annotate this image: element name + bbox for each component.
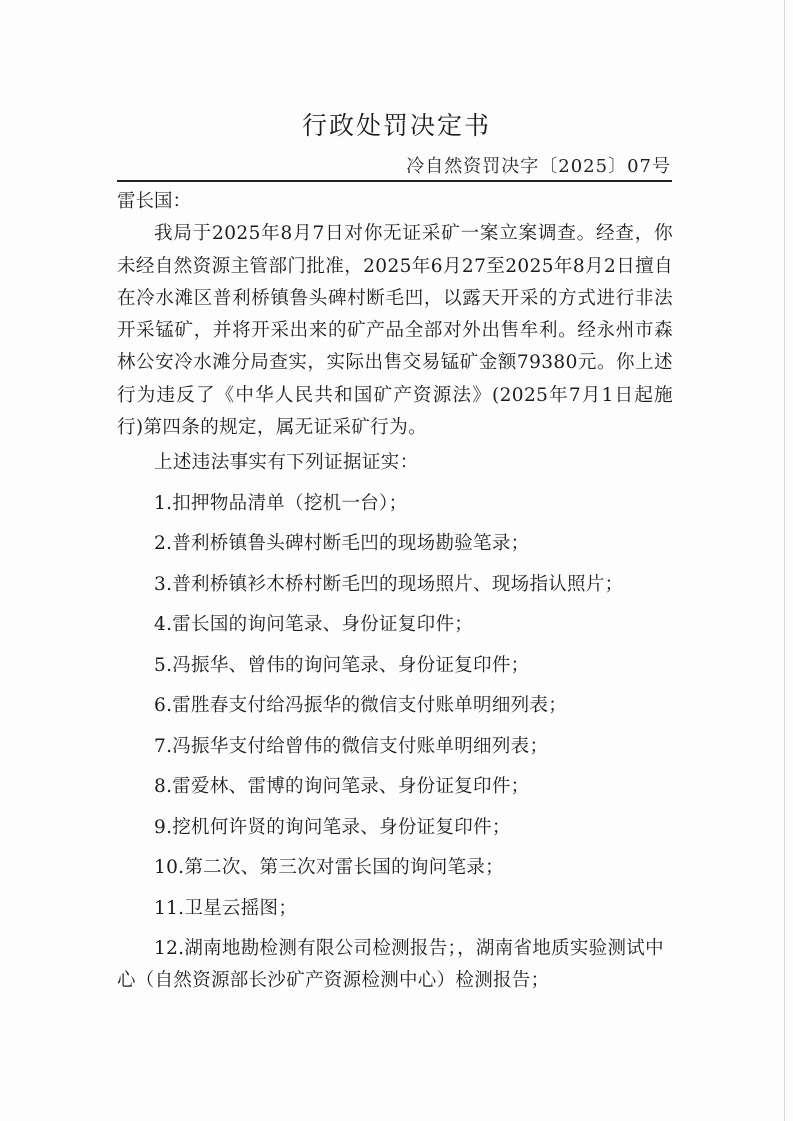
evidence-item: 11.卫星云摇图； [154, 897, 298, 919]
evidence-item: 3.普利桥镇衫木桥村断毛凹的现场照片、现场指认照片； [154, 573, 624, 595]
header-rule [117, 180, 672, 182]
addressee: 雷长国： [117, 191, 192, 212]
evidence-list [117, 488, 673, 998]
document-title: 行政处罚决定书 [301, 111, 491, 140]
evidence-item: 9.挖机何许贤的询问笔录、身份证复印件； [154, 816, 511, 838]
facts-paragraph: 我局于2025年8月7日对你无证采矿一案立案调查。经查，你未经自然资源主管部门批准，2025年6月27至2025年8月2日擅自在冷水滩区普利桥镇鲁头碑村断毛凹，以露天开采的方式进行非法开采锰矿，并将开采出来的矿产品全部对外出售牟利。经永州市森林公安冷水滩分局查实，实际出售交易锰矿金额79380元。你上述行为违反了《中华人民共和国矿产资源法》(2025年7月1日起施行)第四条的规定，属无证采矿行为。 [117, 223, 673, 439]
evidence-item: 10.第二次、第三次对雷长国的询问笔录； [154, 857, 504, 879]
document-body [117, 186, 673, 998]
evidence-item: 2.普利桥镇鲁头碑村断毛凹的现场勘验笔录； [154, 533, 530, 555]
evidence-item: 7.冯振华支付给曾伟的微信支付账单明细列表； [154, 735, 549, 757]
evidence-item: 5.冯振华、曾伟的询问笔录、身份证复印件； [154, 654, 530, 676]
evidence-item: 6.雷胜春支付给冯振华的微信支付账单明细列表； [154, 695, 568, 717]
page-edge-line [784, 0, 785, 1121]
evidence-intro: 上述违法事实有下列证据证实： [154, 452, 419, 474]
document-number: 冷自然资罚决字〔2025〕07号 [406, 156, 671, 177]
evidence-item: 1.扣押物品清单（挖机一台）； [154, 492, 408, 514]
evidence-item: 8.雷爱林、雷博的询问笔录、身份证复印件； [154, 776, 530, 798]
evidence-item: 12.湖南地勘检测有限公司检测报告；，湖南省地质实验测试中心（自然资源部长沙矿产资源检测中心）检测报告； [117, 938, 664, 992]
evidence-item: 4.雷长国的询问笔录、身份证复印件； [154, 614, 474, 636]
